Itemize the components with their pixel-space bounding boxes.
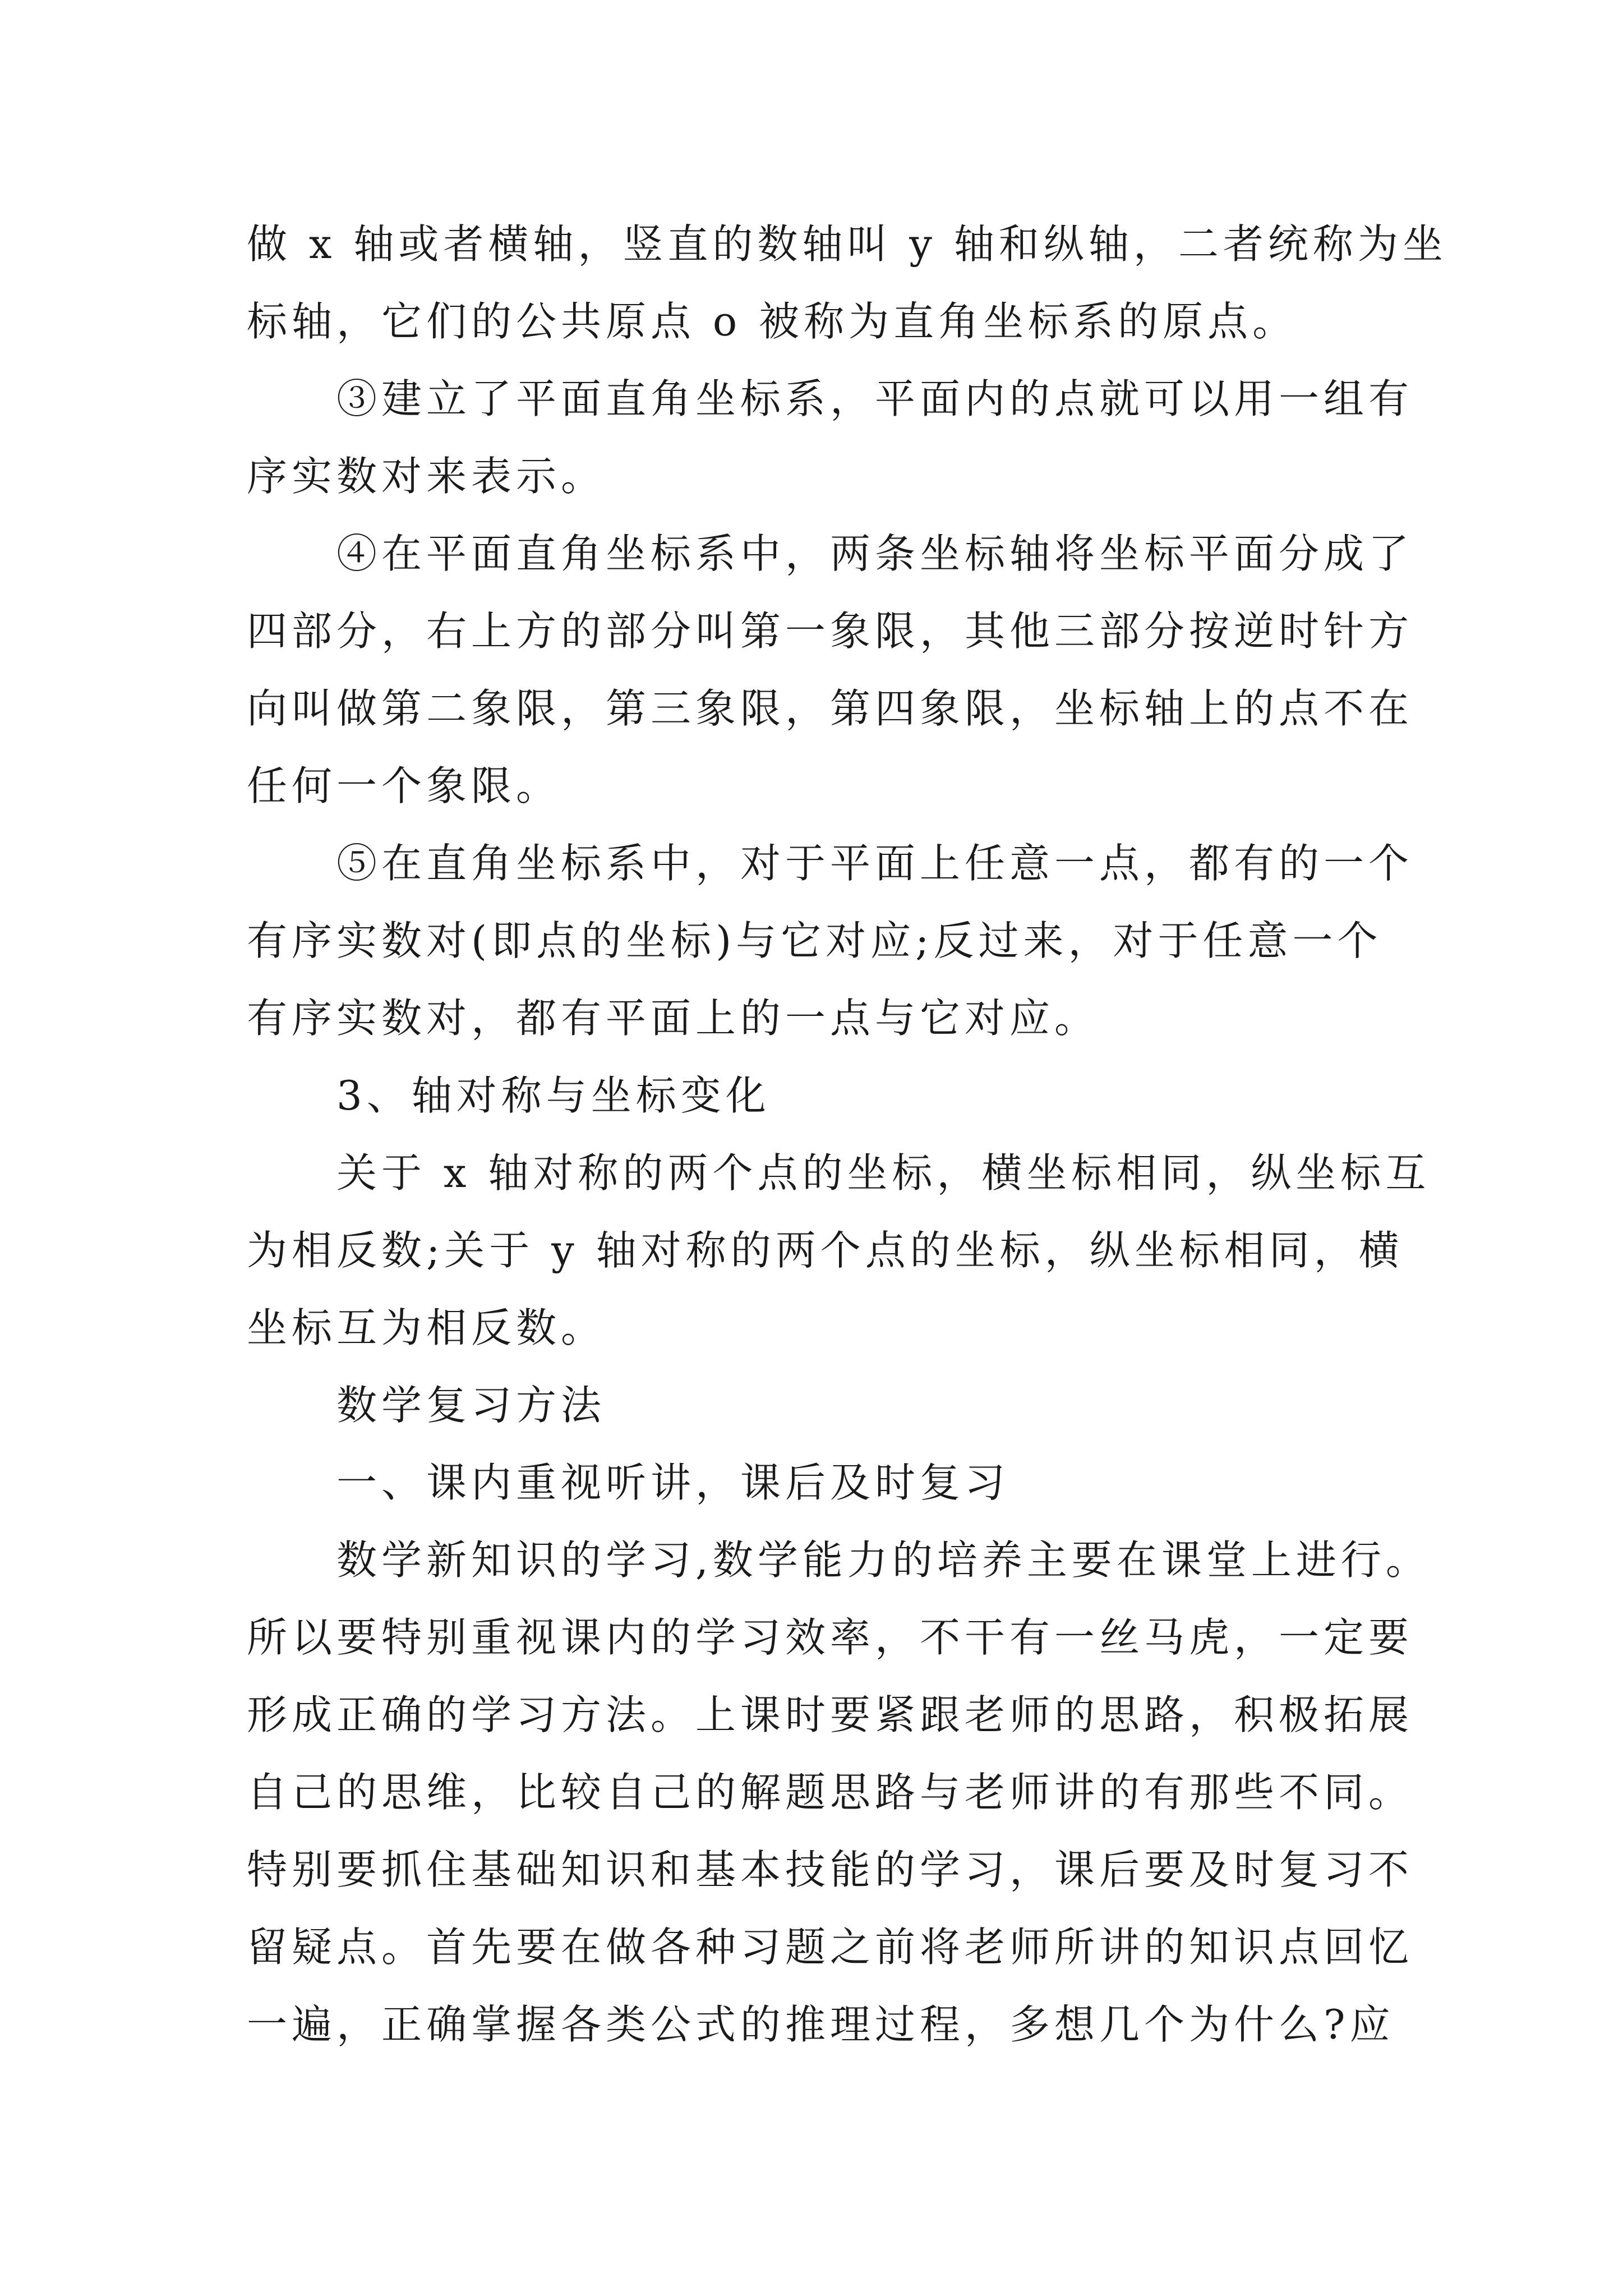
text-line: ③建立了平面直角坐标系，平面内的点就可以用一组有 bbox=[336, 375, 1414, 422]
document-body bbox=[247, 210, 1447, 2068]
text-line: 标轴，它们的公共原点 o 被称为直角坐标系的原点。 bbox=[247, 298, 1298, 345]
text-line: 自己的思维，比较自己的解题思路与老师讲的有那些不同。 bbox=[247, 1769, 1414, 1816]
text-line: 有序实数对，都有平面上的一点与它对应。 bbox=[247, 995, 1100, 1042]
text-line: 序实数对来表示。 bbox=[247, 453, 606, 500]
text-line: ⑤在直角坐标系中，对于平面上任意一点，都有的一个 bbox=[336, 840, 1414, 887]
text-line: 有序实数对(即点的坐标)与它对应;反过来，对于任意一个 bbox=[247, 917, 1382, 964]
text-line: 做 x 轴或者横轴，竖直的数轴叫 y 轴和纵轴，二者统称为坐 bbox=[247, 220, 1447, 268]
text-line: ④在平面直角坐标系中，两条坐标轴将坐标平面分成了 bbox=[336, 530, 1414, 577]
text-line: 一遍，正确掌握各类公式的推理过程，多想几个为什么?应 bbox=[247, 2001, 1395, 2048]
text-line: 所以要特别重视课内的学习效率，不干有一丝马虎，一定要 bbox=[247, 1614, 1414, 1661]
text-line: 关于 x 轴对称的两个点的坐标，横坐标相同，纵坐标互 bbox=[336, 1149, 1431, 1197]
text-line: 留疑点。首先要在做各种习题之前将老师所讲的知识点回忆 bbox=[247, 1924, 1414, 1971]
text-line: 任何一个象限。 bbox=[247, 762, 561, 809]
text-line: 特别要抓住基础知识和基本技能的学习，课后要及时复习不 bbox=[247, 1846, 1414, 1893]
text-line: 为相反数;关于 y 轴对称的两个点的坐标，纵坐标相同，横 bbox=[247, 1227, 1404, 1274]
text-line: 向叫做第二象限，第三象限，第四象限，坐标轴上的点不在 bbox=[247, 685, 1414, 732]
text-line: 坐标互为相反数。 bbox=[247, 1304, 606, 1351]
section-heading: 数学复习方法 bbox=[336, 1382, 606, 1429]
text-line: 形成正确的学习方法。上课时要紧跟老师的思路，积极拓展 bbox=[247, 1691, 1414, 1738]
text-line: 四部分，右上方的部分叫第一象限，其他三部分按逆时针方 bbox=[247, 608, 1414, 655]
text-line: 数学新知识的学习,数学能力的培养主要在课堂上进行。 bbox=[336, 1536, 1431, 1584]
section-heading: 3、轴对称与坐标变化 bbox=[336, 1072, 771, 1119]
subsection-heading: 一、课内重视听讲，课后及时复习 bbox=[336, 1459, 1010, 1506]
